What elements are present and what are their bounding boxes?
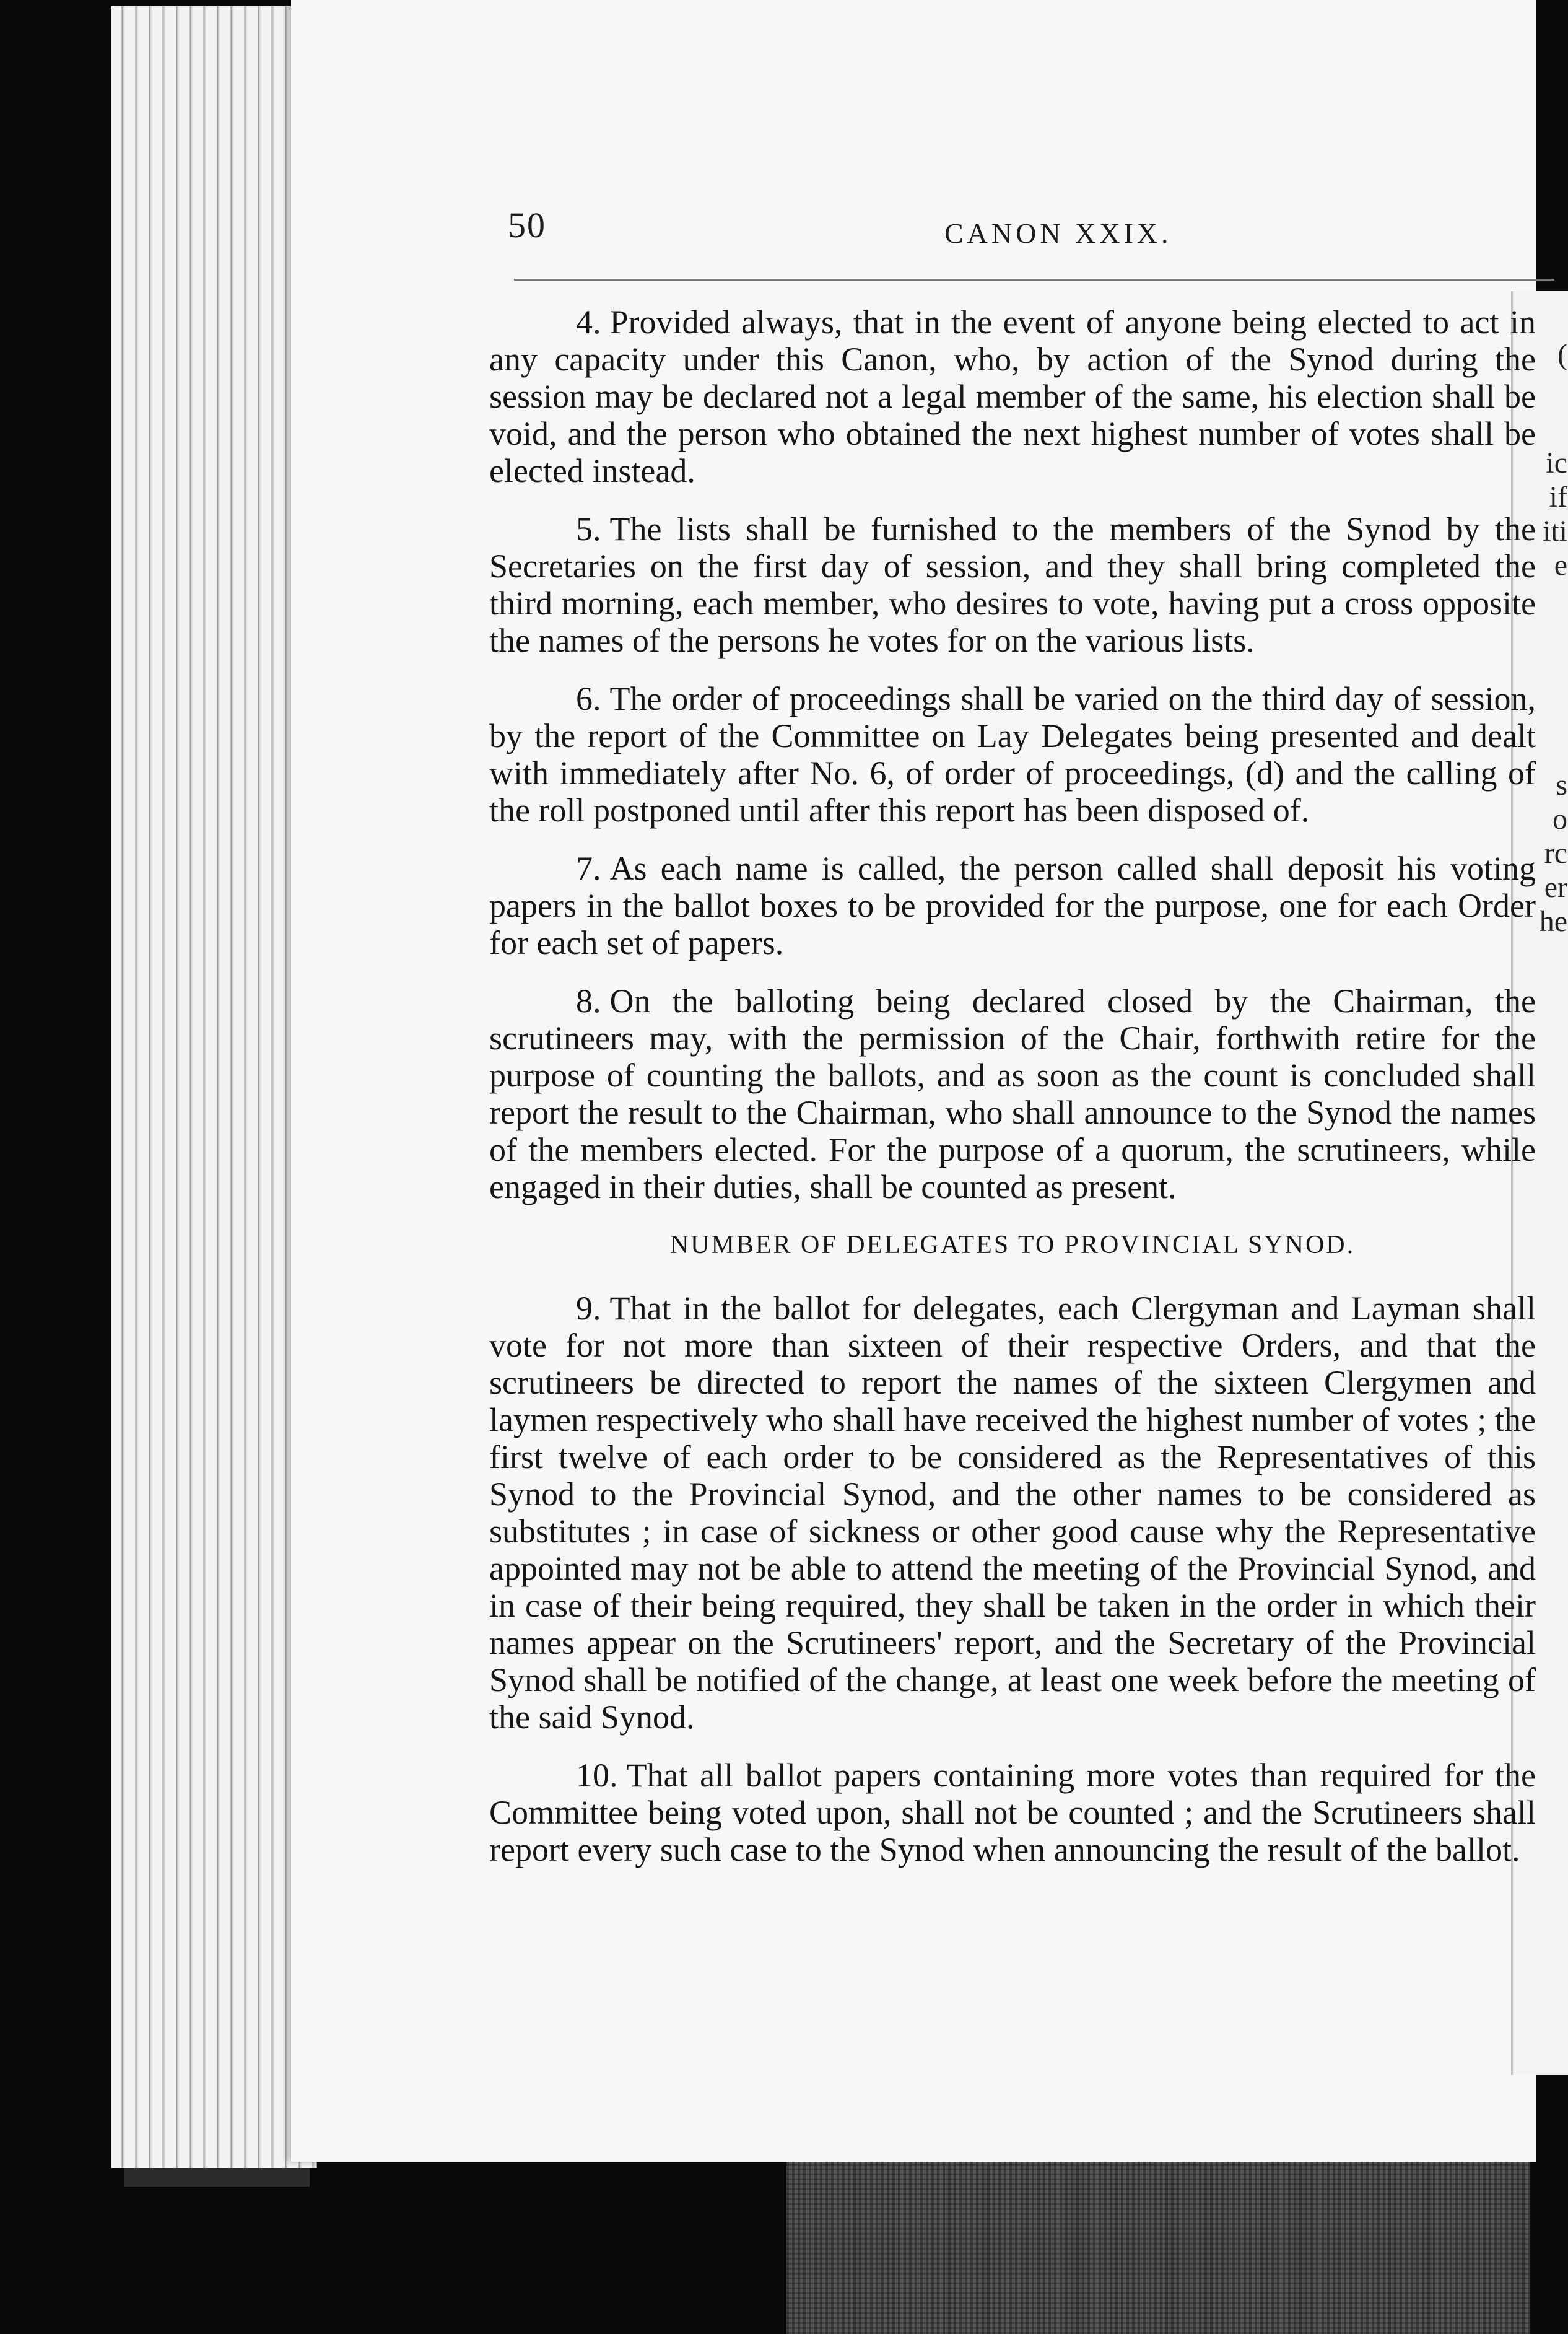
next-page-fragment: iti (1542, 515, 1567, 548)
paragraph-text: On the balloting being declared closed by the Chairman, the scrutineers may, with the permission of the Chair, forthwith retire for the purpose of counting the ballots, and as soon as the count is concluded shall report the result to the Chairman, who shall announce to the Synod the names of the members elected. For the purpose of a quorum, the scrutineers, while engaged in their duties, shall be counted as present. (489, 982, 1536, 1205)
paragraph-text: The order of proceedings shall be varied on the third day of session, by the report of the Committee on Lay Delegates being presented and dealt with immediately after No. 6, of order of proceedings, (d) and the calling of the roll postponed until after this report has been disposed of. (489, 680, 1536, 829)
paragraph-number: 4. (576, 304, 601, 341)
paragraph-number: 9. (576, 1290, 601, 1327)
paragraph-number: 10. (576, 1757, 618, 1794)
paragraph-number: 7. (576, 850, 601, 887)
paragraph-9 (489, 1290, 1536, 1736)
page-edges-shadow (124, 2168, 310, 2187)
section-heading: NUMBER OF DELEGATES TO PROVINCIAL SYNOD. (669, 1231, 1356, 1259)
paragraph-5 (489, 510, 1536, 659)
next-page-fragment: ( (1557, 338, 1567, 371)
next-page-fragment: if (1549, 481, 1567, 514)
paragraph-number: 6. (576, 680, 601, 717)
paragraph-number: 8. (576, 982, 601, 1020)
paragraph-4 (489, 304, 1536, 489)
paragraph-number: 5. (576, 510, 601, 548)
header-rule (514, 279, 1554, 281)
paragraph-8 (489, 982, 1536, 1205)
next-page-fragment: rc (1544, 837, 1567, 870)
page-number: 50 (508, 205, 546, 245)
book-binding-cloth (786, 2162, 1530, 2334)
next-page-fragment: e (1554, 549, 1567, 582)
next-page-fragment: ic (1546, 447, 1567, 479)
paragraph-6 (489, 680, 1536, 829)
paragraph-text: That all ballot papers containing more votes than required for the Committee being voted upon, shall not be counted ; and the Scrutineers shall report every such case to the Synod when announcing the result of the ballot. (489, 1757, 1536, 1868)
next-page-fragment: o (1553, 803, 1567, 836)
paragraph-7 (489, 850, 1536, 961)
paragraph-text: As each name is called, the person called shall deposit his voting papers in the ballot boxes to be provided for the purpose, one for each Order for each set of papers. (489, 850, 1536, 961)
paragraph-text: The lists shall be furnished to the members of the Synod by the Secretaries on the first day of session, and they shall bring completed the third morning, each member, who desires to vote, having put a cross opposite the names of the persons he votes for on the various lists. (489, 510, 1536, 659)
next-page-fragment: s (1556, 769, 1567, 802)
paragraph-10 (489, 1757, 1536, 1868)
paragraph-text: Provided always, that in the event of anyone being elected to act in any capacity under this Canon, who, by action of the Synod during the session may be declared not a legal member of the same, his election shall be void, and the person who obtained the next highest number of votes shall be elected instead. (489, 304, 1536, 489)
next-page-fragment: er (1544, 871, 1567, 904)
body-text (489, 304, 1536, 1889)
paragraph-text: That in the ballot for delegates, each Clergyman and Layman shall vote for not more than sixteen of their respective Orders, and that the scrutineers be directed to report the names of the sixteen Clergymen and laymen respectively who shall have received the highest number of votes ; the first twelve of each order to be considered as the Representatives of this Synod to the Provincial Synod, and the other names to be considered as substitutes ; in case of sickness or other good cause why the Representative appointed may not be able to attend the meeting of the Provincial Synod, and in case of their being required, they shall be taken in the order in which their names appear on the Scrutineers' report, and the Secretary of the Provincial Synod shall be notified of the change, at least one week before the meeting of the said Synod. (489, 1290, 1536, 1736)
running-head: CANON XXIX. (944, 217, 1172, 249)
page-edges-stack (111, 6, 317, 2168)
next-page-fragment: he (1539, 905, 1567, 938)
